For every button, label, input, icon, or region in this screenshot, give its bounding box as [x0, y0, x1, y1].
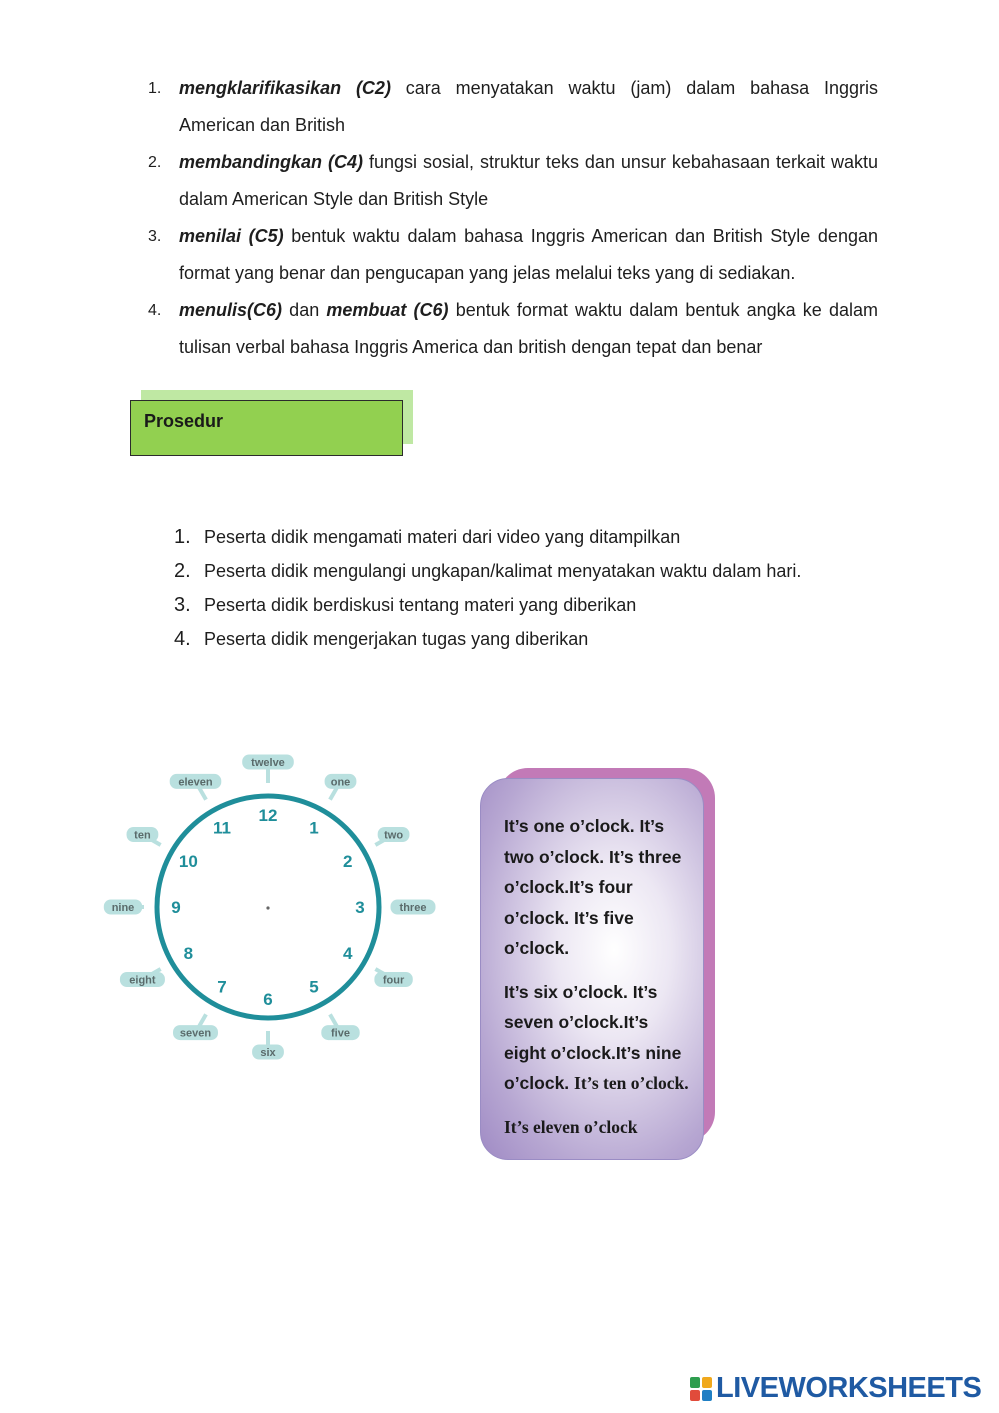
liveworksheets-logo-icon — [690, 1377, 712, 1401]
liveworksheets-wordmark: LIVEWORKSHEETS — [716, 1372, 982, 1404]
objective-text: bentuk format waktu dalam bentuk angka ke dalam tulisan verbal bahasa Inggris America dan british dengan tepat dan benar — [179, 300, 878, 357]
procedure-item — [174, 590, 999, 624]
clock-word-label: seven — [179, 1027, 212, 1040]
clock-word-label: eleven — [178, 776, 213, 789]
clock-numeral: 5 — [309, 977, 319, 997]
objective-item — [148, 218, 878, 292]
clock-word-label: nine — [111, 902, 135, 914]
objective-text: cara menyatakan waktu (jam) dalam bahasa Inggris American dan British — [179, 78, 878, 135]
objective-item — [148, 292, 878, 366]
clock-word-label: two — [384, 829, 404, 842]
card-sentences: It’s six o’clock. It’s seven o’clock.It’s eight o’clock.It’s nine o’clock. — [504, 981, 682, 1093]
objective-verb: mengklarifikasikan — [179, 78, 342, 98]
objective-text: fungsi sosial, struktur teks dan unsur kebahasaan terkait waktu dalam American Style dan British Style — [179, 152, 878, 209]
procedure-list — [0, 522, 999, 658]
objective-number: 1. — [148, 80, 162, 97]
clock-numeral: 1 — [309, 818, 319, 838]
objective-level: (C5) — [248, 226, 284, 246]
clock-word-label: eight — [129, 974, 156, 987]
procedure-heading-box — [130, 400, 403, 456]
procedure-number: 4. — [174, 628, 191, 650]
clock-numeral: 8 — [183, 944, 194, 963]
clock-word-label: three — [399, 902, 427, 914]
objective-text: bentuk waktu dalam bahasa Inggris American dan British Style dengan format yang benar dan pengucapan yang jelas melalui teks yang di sediakan. — [179, 226, 878, 283]
clock-word-label: ten — [134, 829, 151, 842]
objective-verb: menilai — [179, 226, 242, 246]
clock-word-label: one — [330, 776, 351, 789]
clock-center-dot — [266, 906, 269, 909]
clock-diagram — [98, 757, 443, 1059]
procedure-number: 3. — [174, 594, 191, 616]
procedure-item — [174, 556, 999, 590]
procedure-text: Peserta didik berdiskusi tentang materi yang diberikan — [204, 595, 637, 615]
objective-item — [148, 144, 878, 218]
clock-numeral: 2 — [342, 852, 353, 871]
objective-verb: membuat (C6) — [326, 300, 449, 320]
clock-numeral: 6 — [263, 990, 273, 1009]
objective-item — [148, 70, 878, 144]
objective-verb: menulis(C6) — [179, 300, 283, 320]
objective-verb: membandingkan — [179, 152, 323, 172]
procedure-item — [174, 624, 999, 658]
clock-numeral: 7 — [217, 977, 227, 997]
procedure-heading: Prosedur — [144, 411, 224, 431]
clock-word-label: four — [382, 974, 405, 987]
procedure-text: Peserta didik mengulangi ungkapan/kalimat menyatakan waktu dalam hari. — [204, 561, 802, 581]
clock-word-label: six — [260, 1047, 276, 1059]
objective-level: (C2) — [355, 78, 391, 98]
objective-number: 4. — [148, 302, 162, 319]
clock-numeral: 10 — [178, 852, 198, 871]
clock-numeral: 11 — [213, 818, 231, 838]
card-paragraph — [504, 977, 694, 1099]
procedure-number: 1. — [174, 526, 191, 548]
objective-connector: dan — [282, 300, 327, 320]
card-paragraph-cut-off: It’s eleven o’clock — [504, 1116, 638, 1137]
objective-number: 2. — [148, 154, 162, 171]
clock-numeral: 4 — [342, 944, 353, 963]
time-sentences-card — [480, 778, 704, 1160]
objective-level: (C4) — [328, 152, 363, 172]
clock-numeral: 9 — [171, 898, 181, 917]
procedure-number: 2. — [174, 560, 191, 582]
procedure-text: Peserta didik mengamati materi dari video yang ditampilkan — [204, 527, 681, 547]
clock-word-label: twelve — [251, 757, 285, 769]
clock-numeral: 12 — [258, 806, 278, 825]
clock-numeral: 3 — [355, 898, 365, 917]
procedure-text: Peserta didik mengerjakan tugas yang diberikan — [204, 629, 589, 649]
clock-word-label: five — [331, 1027, 350, 1040]
objective-number: 3. — [148, 228, 162, 245]
learning-objectives-list — [0, 70, 999, 366]
procedure-item — [174, 522, 999, 556]
card-sentence-serif: It’s ten o’clock. — [574, 1073, 689, 1093]
card-paragraph: It’s one o’clock. It’s two o’clock. It’s three o’clock.It’s four o’clock. It’s five o’clock. — [504, 816, 682, 958]
